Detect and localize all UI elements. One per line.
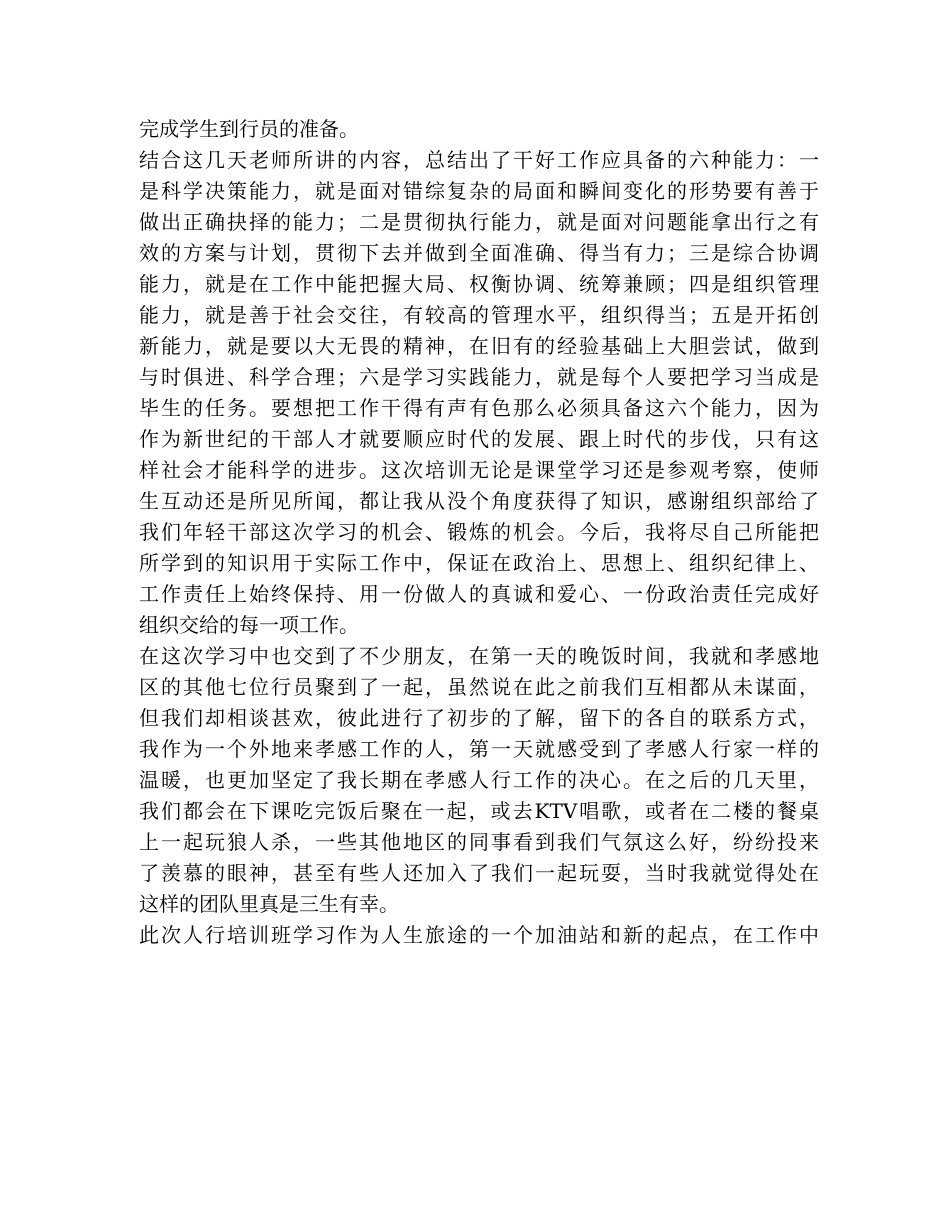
text-line: 样社会才能科学的进步。这次培训无论是课堂学习还是参观考察，使师	[139, 458, 819, 482]
document-body	[139, 114, 819, 951]
text-line: 温暖，也更加坚定了我长期在孝感人行工作的决心。在之后的几天里，	[139, 768, 819, 792]
text-line: 作为新世纪的干部人才就要顺应时代的发展、跟上时代的步伐，只有这	[139, 427, 819, 451]
paragraph-1	[139, 114, 819, 145]
text-line: 新能力，就是要以大无畏的精神，在旧有的经验基础上大胆尝试，做到	[139, 334, 819, 358]
text-line: 做出正确抉择的能力；二是贯彻执行能力，就是面对问题能拿出行之有	[139, 210, 819, 234]
paragraph-3	[139, 641, 819, 920]
text-line: 生互动还是所见所闻，都让我从没个角度获得了知识，感谢组织部给了	[139, 489, 819, 513]
text-line: 毕生的任务。要想把工作干得有声有色那么必须具备这六个能力，因为	[139, 396, 819, 420]
text-line: 能力，就是善于社会交往，有较高的管理水平，组织得当；五是开拓创	[139, 303, 819, 327]
text-line: 完成学生到行员的准备。	[139, 117, 359, 141]
paragraph-2	[139, 145, 819, 641]
text-line: 结合这几天老师所讲的内容，总结出了干好工作应具备的六种能力：一	[139, 148, 819, 172]
text-line: 我们年轻干部这次学习的机会、锻炼的机会。今后，我将尽自己所能把	[139, 520, 819, 544]
text-line: 在这次学习中也交到了不少朋友，在第一天的晚饭时间，我就和孝感地	[139, 644, 819, 668]
text-line: 我作为一个外地来孝感工作的人，第一天就感受到了孝感人行家一样的	[139, 737, 819, 761]
text-line: 了羡慕的眼神，甚至有些人还加入了我们一起玩耍，当时我就觉得处在	[139, 861, 819, 885]
text-line: 区的其他七位行员聚到了一起，虽然说在此之前我们互相都从未谋面，	[139, 675, 819, 699]
text-line: 所学到的知识用于实际工作中，保证在政治上、思想上、组织纪律上、	[139, 551, 819, 575]
text-line: 能力，就是在工作中能把握大局、权衡协调、统筹兼顾；四是组织管理	[139, 272, 819, 296]
text-line: 但我们却相谈甚欢，彼此进行了初步的了解，留下的各自的联系方式，	[139, 706, 819, 730]
paragraph-4	[139, 920, 819, 951]
text-line: 我们都会在下课吃完饭后聚在一起，或去KTV唱歌，或者在二楼的餐桌	[139, 799, 819, 823]
text-line: 组织交给的每一项工作。	[139, 613, 359, 637]
text-line: 此次人行培训班学习作为人生旅途的一个加油站和新的起点，在工作中	[139, 923, 819, 947]
text-line: 效的方案与计划，贯彻下去并做到全面准确、得当有力；三是综合协调	[139, 241, 819, 265]
text-line: 上一起玩狼人杀，一些其他地区的同事看到我们气氛这么好，纷纷投来	[139, 830, 819, 854]
text-line: 与时俱进、科学合理；六是学习实践能力，就是每个人要把学习当成是	[139, 365, 819, 389]
text-line: 这样的团队里真是三生有幸。	[139, 892, 399, 916]
text-line: 工作责任上始终保持、用一份做人的真诚和爱心、一份政治责任完成好	[139, 582, 819, 606]
text-line: 是科学决策能力，就是面对错综复杂的局面和瞬间变化的形势要有善于	[139, 179, 819, 203]
